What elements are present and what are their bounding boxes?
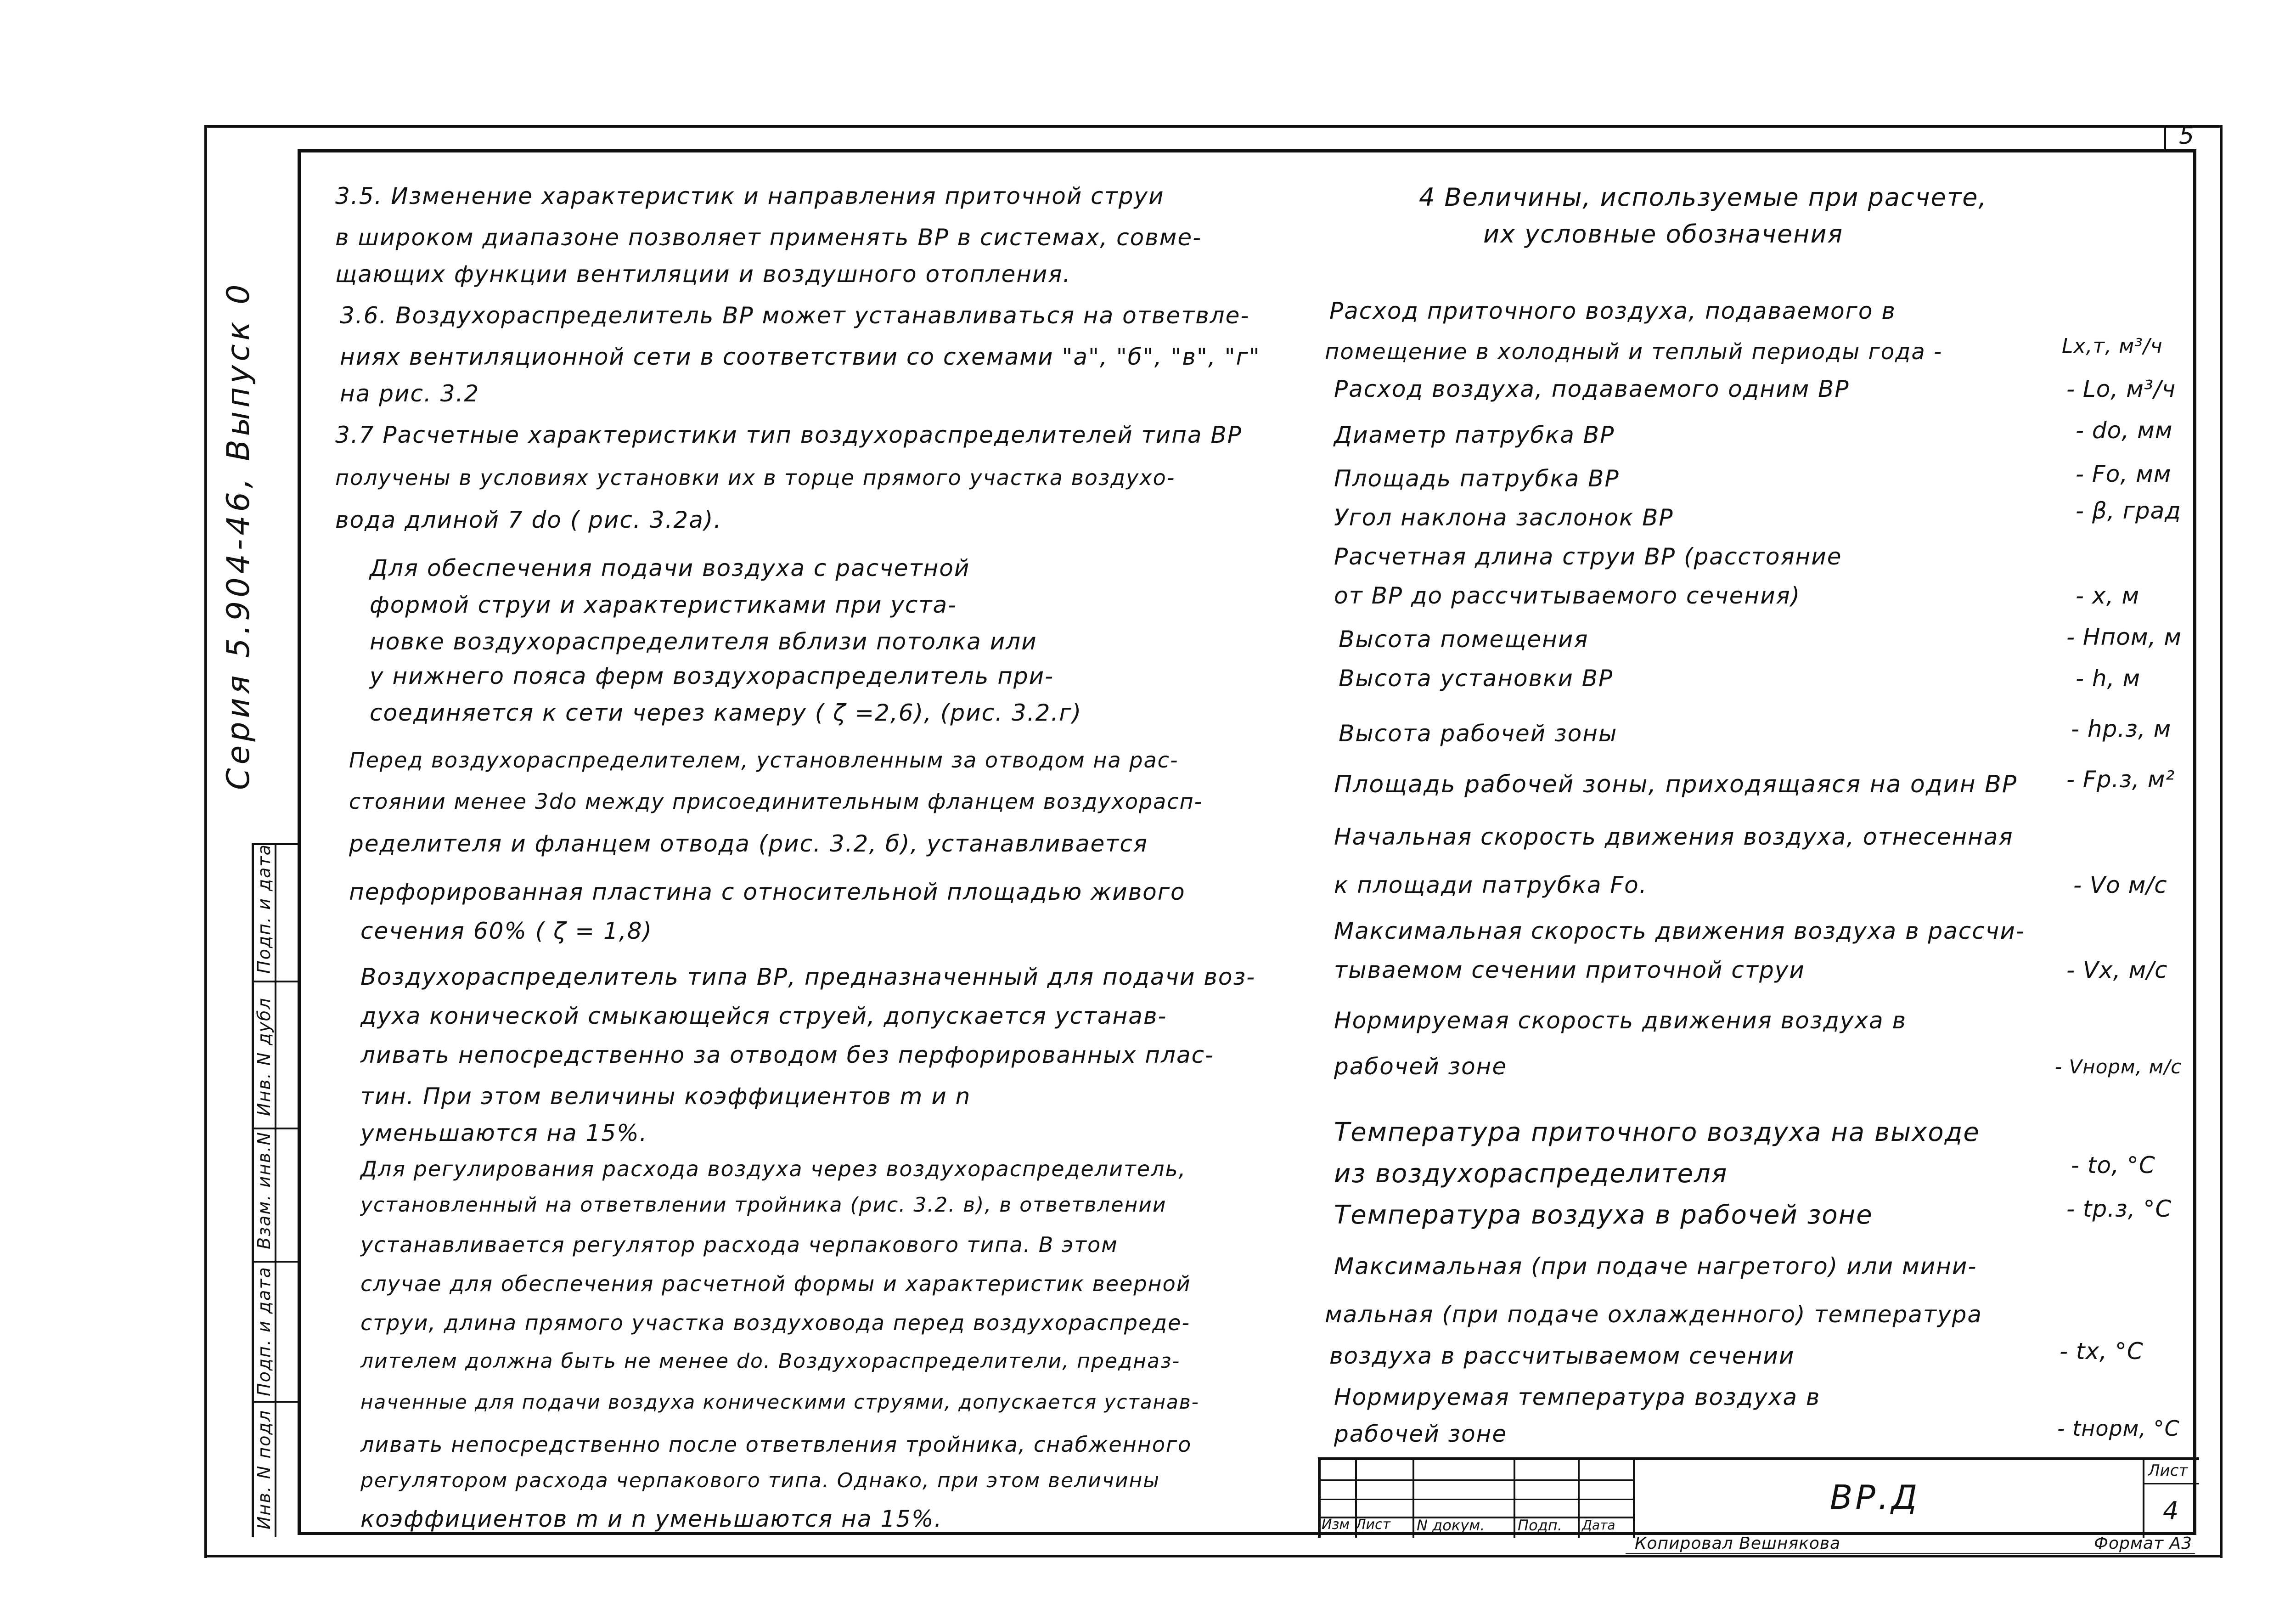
left-line: стоянии менее 3dо между присоединительным фланцем воздухорасп-: [349, 789, 1203, 814]
symbol-vnorm: - Vнорм, м/с: [2055, 1055, 2182, 1078]
left-line: щающих функции вентиляции и воздушного отопления.: [335, 261, 1071, 288]
side-series: Серия 5.904-46, Выпуск 0: [220, 281, 257, 790]
right-line: Угол наклона заслонок ВР: [1334, 504, 1674, 531]
left-line: устанавливается регулятор расхода черпакового типа. В этом: [360, 1232, 1118, 1257]
stamp-copied-underline: [1626, 1553, 2195, 1554]
symbol-beta: - β, град: [2076, 497, 2181, 524]
right-line: Начальная скорость движения воздуха, отнесенная: [1334, 824, 2014, 850]
left-line: ливать непосредственно за отводом без перфорированных плас-: [360, 1042, 1215, 1068]
symbol-lxt: Lх,т, м³/ч: [2062, 334, 2163, 358]
right-line: Высота установки ВР: [1339, 665, 1614, 692]
left-line: духа конической смыкающейся струей, допускается устанав-: [360, 1003, 1167, 1029]
right-line: Расход воздуха, подаваемого одним ВР: [1334, 376, 1850, 402]
stamp-sheet-value: 4: [2163, 1496, 2180, 1525]
left-line: 3.7 Расчетные характеристики тип воздухораспределителей типа ВР: [335, 422, 1242, 448]
symbol-tx: - tx, °C: [2060, 1338, 2144, 1365]
right-line: Высота рабочей зоны: [1339, 720, 1618, 747]
right-heading: 4 Величины, используемые при расчете,: [1419, 183, 1987, 212]
left-line: уменьшаются на 15%.: [360, 1120, 648, 1146]
stamp-hline: [1321, 1479, 1633, 1481]
inner-frame-right: [2193, 149, 2196, 1535]
symbol-trz: - tр.з, °C: [2066, 1196, 2172, 1222]
right-line: Максимальная (при подаче нагретого) или мини-: [1334, 1253, 1977, 1280]
left-line: Перед воздухораспределителем, установленным за отводом на рас-: [349, 748, 1179, 773]
left-line: 3.5. Изменение характеристик и направления приточной струи: [335, 183, 1165, 209]
left-line: коэффициентов m и n уменьшаются на 15%.: [360, 1506, 943, 1532]
left-line: соединяется к сети через камеру ( ζ =2,6), (рис. 3.2.г): [370, 699, 1082, 726]
symbol-vx: - Vx, м/с: [2066, 957, 2168, 983]
right-line: Высота помещения: [1339, 626, 1589, 653]
outer-frame-top: [204, 125, 2223, 128]
left-line: Для регулирования расхода воздуха через воздухораспределитель,: [360, 1156, 1187, 1181]
symbol-frz: - Fр.з, м²: [2066, 766, 2175, 793]
right-line: Площадь патрубка ВР: [1334, 465, 1620, 492]
outer-frame-bottom: [204, 1555, 2223, 1557]
stamp-vline-sheet: [2143, 1460, 2144, 1538]
side-column-label: Инв. N дубл: [254, 997, 274, 1116]
left-line: наченные для подачи воздуха коническими струями, допускается устанав-: [360, 1391, 1199, 1413]
right-line: из воздухораспределителя: [1334, 1159, 1728, 1189]
side-column-label: Взам. инв.N: [254, 1131, 274, 1249]
symbol-lo: - Lо, м³/ч: [2066, 376, 2176, 402]
side-stamp-row-3: [254, 1261, 300, 1263]
inner-frame-top: [298, 149, 2196, 152]
left-line: 3.6. Воздухораспределитель ВР может устанавливаться на ответвле-: [340, 302, 1250, 329]
stamp-hline: [1321, 1499, 1633, 1500]
left-line: случае для обеспечения расчетной формы и характеристик веерной: [360, 1271, 1191, 1296]
right-line: Нормируемая скорость движения воздуха в: [1334, 1007, 1907, 1034]
symbol-to: - tо, °C: [2071, 1152, 2155, 1179]
right-line: рабочей зоне: [1334, 1053, 1508, 1080]
right-line: Температура приточного воздуха на выходе: [1334, 1117, 1980, 1147]
side-stamp-row-4: [254, 1401, 300, 1403]
right-line: тываемом сечении приточной струи: [1334, 957, 1805, 983]
left-line: ределителя и фланцем отвода (рис. 3.2, б), устанавливается: [349, 830, 1148, 857]
side-column-label: Подп. и дата: [254, 844, 274, 974]
stamp-header-list: Лист: [1356, 1517, 1391, 1533]
stamp-header-data: Дата: [1582, 1517, 1615, 1533]
left-line: струи, длина прямого участка воздуховода перед воздухораспреде-: [360, 1310, 1190, 1335]
stamp-sheet-label: Лист: [2148, 1461, 2188, 1480]
left-line: ливать непосредственно после ответвления тройника, снабженного: [360, 1432, 1192, 1457]
left-line: перфорированная пластина с относительной площадью живого: [349, 879, 1186, 905]
side-stamp-row-2: [254, 1128, 300, 1129]
right-line: Расход приточного воздуха, подаваемого в: [1329, 298, 1896, 324]
right-line: Диаметр патрубка ВР: [1334, 422, 1615, 448]
left-line: установленный на ответвлении тройника (рис. 3.2. в), в ответвлении: [360, 1193, 1167, 1217]
left-line: тин. При этом величины коэффициентов m и n: [360, 1083, 971, 1110]
left-line: регулятором расхода черпакового типа. Однако, при этом величины: [360, 1469, 1160, 1492]
side-column-label: Подп. и дата: [254, 1266, 274, 1396]
left-line: Для обеспечения подачи воздуха с расчетной: [370, 555, 970, 581]
stamp-vline: [1633, 1460, 1635, 1538]
stamp-header-izm: Изм: [1322, 1517, 1350, 1533]
symbol-hrz: - hр.з, м: [2071, 716, 2172, 742]
left-line: в широком диапазоне позволяет применять ВР в системах, совме-: [335, 224, 1202, 251]
right-line: к площади патрубка Fo.: [1334, 872, 1648, 898]
right-heading: их условные обозначения: [1483, 220, 1844, 248]
sheet-box-left: [2164, 125, 2166, 152]
left-line: на рис. 3.2: [340, 380, 480, 407]
left-line: лителем должна быть не менее dо. Воздухораспределители, предназ-: [360, 1349, 1181, 1373]
left-line: сечения 60% ( ζ = 1,8): [360, 918, 653, 944]
side-stamp-row-1: [254, 981, 300, 982]
stamp-code: ВР.Д: [1830, 1478, 1920, 1517]
left-line: новке воздухораспределителя вблизи потолка или: [370, 628, 1037, 655]
symbol-vo: - Vо м/с: [2073, 872, 2167, 898]
stamp-copied-by: Копировал Вешнякова: [1635, 1534, 1841, 1553]
symbol-do: - dо, мм: [2076, 417, 2173, 444]
side-stamp-divider: [275, 845, 276, 1537]
right-line: Расчетная длина струи ВР (расстояние: [1334, 543, 1842, 570]
left-line: у нижнего пояса ферм воздухораспределитель при-: [370, 663, 1054, 689]
symbol-h: - h, м: [2076, 665, 2141, 692]
symbol-tnorm: - tнорм, °C: [2057, 1416, 2180, 1441]
outer-frame-left: [204, 125, 207, 1558]
left-line: Воздухораспределитель типа ВР, предназначенный для подачи воз-: [360, 964, 1256, 990]
right-line: помещение в холодный и теплый периоды года -: [1325, 339, 1943, 365]
symbol-x: - x, м: [2076, 582, 2140, 609]
left-line: формой струи и характеристиками при уста-: [370, 592, 957, 618]
stamp-header-ndok: N докум.: [1417, 1517, 1485, 1534]
sheet-number-top: 5: [2179, 122, 2195, 150]
stamp-hline-sheet: [2143, 1483, 2199, 1484]
stamp-format: Формат А3: [2094, 1534, 2193, 1553]
left-line: получены в условиях установки их в торце прямого участка воздухо-: [335, 465, 1176, 490]
right-line: Площадь рабочей зоны, приходящаяся на один ВР: [1334, 771, 2018, 798]
outer-frame-right: [2220, 125, 2223, 1558]
symbol-fo: - Fо, мм: [2076, 461, 2172, 487]
stamp-header-podp: Подп.: [1518, 1517, 1562, 1534]
symbol-hpom: - Нпом, м: [2066, 624, 2182, 650]
right-line: от ВР до рассчитываемого сечения): [1334, 582, 1801, 609]
side-column-label: Инв. N подл: [254, 1410, 274, 1529]
right-line: рабочей зоне: [1334, 1421, 1508, 1447]
right-line: воздуха в рассчитываемом сечении: [1329, 1343, 1795, 1369]
right-line: Нормируемая температура воздуха в: [1334, 1384, 1821, 1410]
right-line: Максимальная скорость движения воздуха в рассчи-: [1334, 918, 2025, 944]
left-line: ниях вентиляционной сети в соответствии со схемами "а", "б", "в", "г": [340, 344, 1261, 370]
left-line: вода длиной 7 dо ( рис. 3.2а).: [335, 507, 722, 533]
right-line: мальная (при подаче охлажденного) температура: [1325, 1301, 1983, 1328]
right-line: Температура воздуха в рабочей зоне: [1334, 1200, 1873, 1230]
